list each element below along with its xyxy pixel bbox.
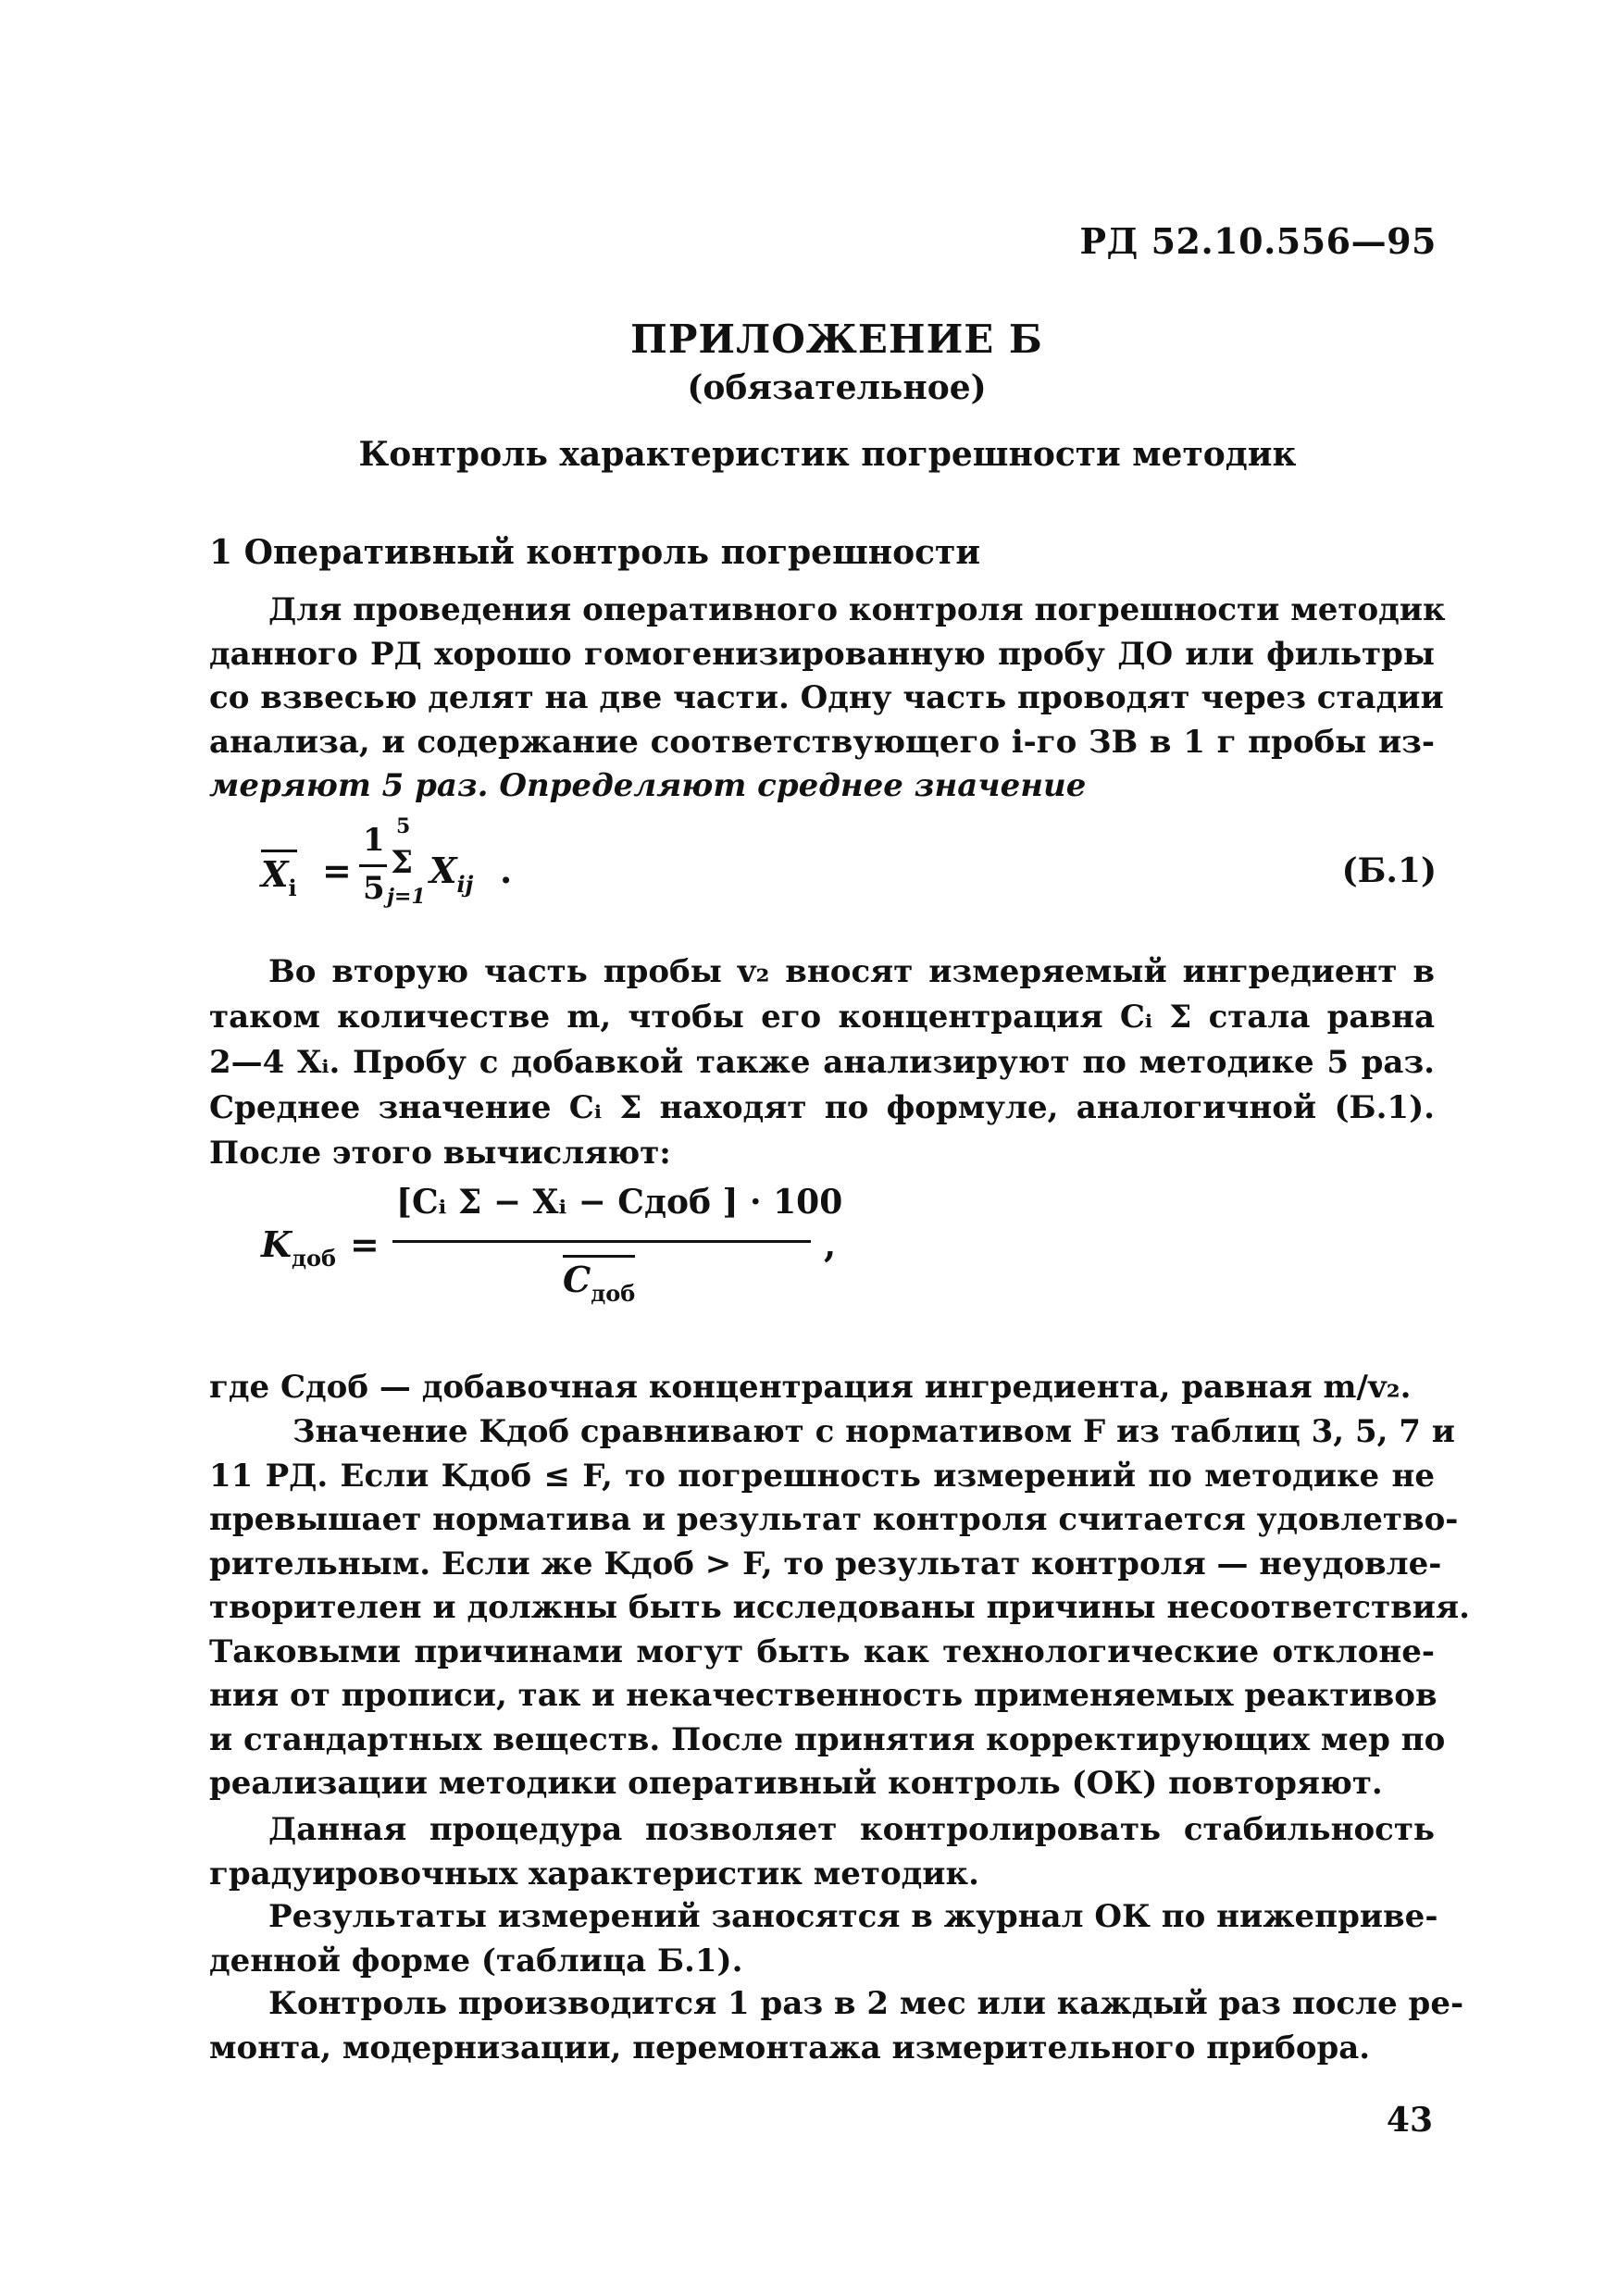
paragraph-line: Значение Kдоб сравнивают с нормативом F из таблиц 3, 5, 7 и bbox=[292, 1413, 1456, 1450]
formula-b1-numerator: 1 bbox=[363, 822, 385, 859]
paragraph-line: Результаты измерений заносятся в журнал ОК по нижеприве- bbox=[268, 1898, 1438, 1935]
formula-b1-eq: = bbox=[322, 850, 352, 891]
paragraph-2 bbox=[209, 949, 1435, 1176]
formula-b1-sum-bottom: j=1 bbox=[387, 885, 426, 909]
page-number: 43 bbox=[1386, 2101, 1433, 2140]
formula-b1-denominator: 5 bbox=[363, 870, 385, 907]
paragraph-line: Во вторую часть пробы v₂ вносят измеряемый ингредиент в bbox=[268, 953, 1435, 990]
paragraph-line: Для проведения оперативного контроля погрешности методик bbox=[268, 591, 1446, 628]
paragraph-6 bbox=[209, 1895, 1438, 1983]
formula-kdob-lhs: $K_{доб}$ bbox=[261, 1223, 337, 1272]
paragraph-3 bbox=[209, 1366, 1435, 1410]
paragraph-line: денной форме (таблица Б.1). bbox=[209, 1942, 743, 1980]
formula-kdob-denominator: $C_{доб}$ bbox=[563, 1255, 635, 1307]
paragraph-line: где Cдоб — добавочная концентрация ингредиента, равная m/v₂. bbox=[209, 1369, 1412, 1406]
paragraph-line: меряют 5 раз. Определяют среднее значение bbox=[209, 767, 1087, 804]
paragraph-line: реализации методики оперативный контроль (ОК) повторяют. bbox=[209, 1765, 1383, 1802]
formula-b1-end: . bbox=[500, 850, 513, 891]
paragraph-line: монта, модернизации, перемонтажа измерительного прибора. bbox=[209, 2029, 1371, 2066]
paragraph-line: рительным. Если же Kдоб > F, то результат контроля — неудовле- bbox=[209, 1545, 1442, 1582]
paragraph-1 bbox=[209, 589, 1446, 809]
appendix-title: ПРИЛОЖЕНИЕ Б bbox=[630, 316, 1043, 362]
paragraph-line: ния от прописи, так и некачественность применяемых реактивов bbox=[209, 1677, 1438, 1714]
formula-kdob-end: , bbox=[824, 1223, 837, 1265]
formula-b1-term: $X_{ij}$ bbox=[429, 850, 474, 898]
paragraph-4 bbox=[209, 1410, 1470, 1806]
paragraph-line: и стандартных веществ. После принятия корректирующих мер по bbox=[209, 1720, 1446, 1758]
paragraph-7 bbox=[209, 1982, 1464, 2070]
appendix-subtitle: (обязательное) bbox=[687, 368, 987, 407]
paragraph-line: После этого вычисляют: bbox=[209, 1135, 671, 1172]
formula-b1-fraction-bar bbox=[359, 864, 387, 867]
paragraph-5 bbox=[209, 1808, 1435, 1896]
paragraph-line: 2—4 Xᵢ. Пробу с добавкой также анализируют по методике 5 раз. bbox=[209, 1044, 1435, 1081]
paragraph-line: Таковыми причинами могут быть как технологические отклоне- bbox=[209, 1632, 1435, 1670]
formula-kdob-fraction-bar bbox=[392, 1240, 811, 1243]
formula-b1-sum-symbol: Σ bbox=[391, 844, 414, 881]
paragraph-line: Контроль производится 1 раз в 2 мес или каждый раз после ре- bbox=[268, 1985, 1464, 2022]
formula-b1-sum-top: 5 bbox=[396, 814, 411, 838]
formula-kdob-numerator: [Cᵢ Σ − Xᵢ − Cдоб ] · 100 bbox=[396, 1183, 843, 1222]
paragraph-line: Данная процедура позволяет контролировать стабильность bbox=[268, 1811, 1435, 1848]
paragraph-line: данного РД хорошо гомогенизированную пробу ДО или фильтры bbox=[209, 635, 1435, 673]
section-heading: 1 Оперативный контроль погрешности bbox=[209, 533, 981, 572]
appendix-main-title: Контроль характеристик погрешности методик bbox=[358, 435, 1297, 474]
paragraph-line: превышает норматива и результат контроля считается удовлетво- bbox=[209, 1501, 1459, 1538]
paragraph-line: анализа, и содержание соответствующего i-го ЗВ в 1 г пробы из- bbox=[209, 723, 1435, 761]
paragraph-line: градуировочных характеристик методик. bbox=[209, 1855, 979, 1893]
paragraph-line: таком количестве m, чтобы его концентрация Cᵢ Σ стала равна bbox=[209, 999, 1435, 1036]
formula-kdob-eq: = bbox=[350, 1223, 380, 1265]
paragraph-line: 11 РД. Если Kдоб ≤ F, то погрешность измерений по методике не bbox=[209, 1457, 1435, 1495]
paragraph-line: со взвесью делят на две части. Одну часть проводят через стадии bbox=[209, 679, 1444, 716]
formula-b1-number: (Б.1) bbox=[1341, 851, 1437, 890]
document-code: РД 52.10.556—95 bbox=[1079, 220, 1437, 262]
paragraph-line: Среднее значение Cᵢ Σ находят по формуле, аналогичной (Б.1). bbox=[209, 1089, 1435, 1126]
formula-b1-lhs: $X_i$ bbox=[261, 850, 297, 901]
paragraph-line: творителен и должны быть исследованы причины несоответствия. bbox=[209, 1589, 1470, 1626]
